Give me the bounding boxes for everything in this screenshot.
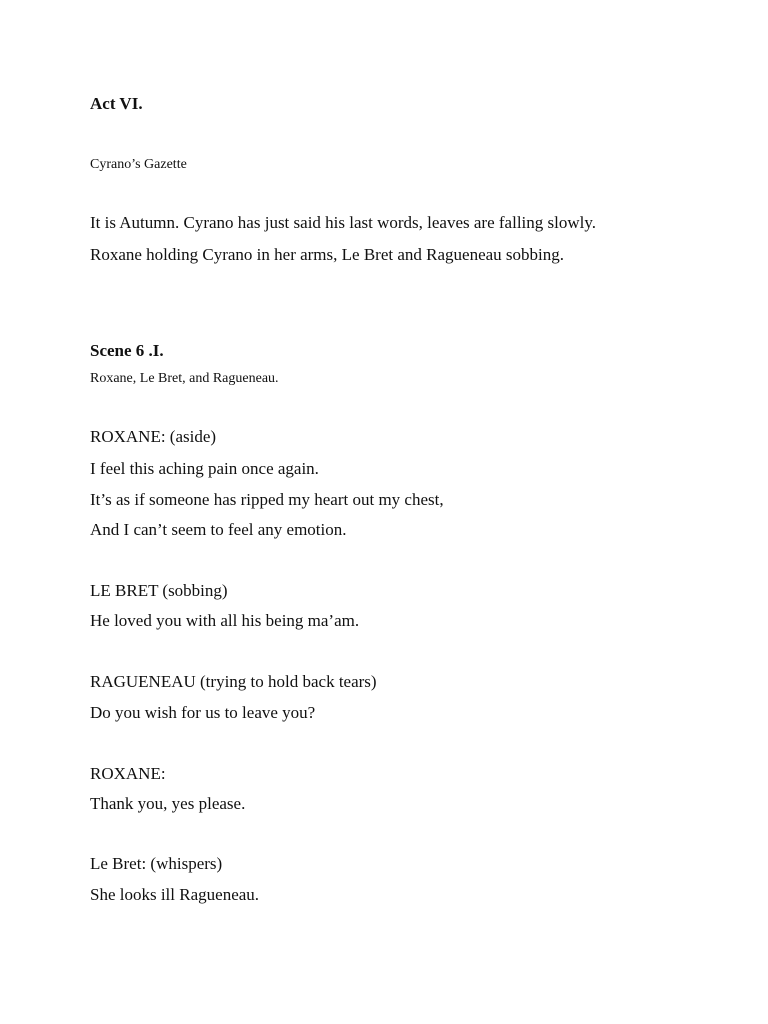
dialogue-line: Thank you, yes please. bbox=[90, 794, 246, 813]
dialogue-line: It’s as if someone has ripped my heart out my chest, bbox=[90, 490, 444, 509]
setting-line-1: It is Autumn. Cyrano has just said his last words, leaves are falling slowly. bbox=[90, 213, 596, 232]
speaker-ragueneau: RAGUENEAU (trying to hold back tears) bbox=[90, 672, 377, 691]
speaker-le-bret-whispers: Le Bret: (whispers) bbox=[90, 854, 223, 873]
dialogue-line: I feel this aching pain once again. bbox=[90, 459, 319, 478]
document-subtitle: Cyrano’s Gazette bbox=[90, 157, 187, 172]
speaker-roxane-aside: ROXANE: (aside) bbox=[90, 427, 217, 446]
dialogue-line: And I can’t seem to feel any emotion. bbox=[90, 520, 347, 539]
scene-title: Scene 6 .I. bbox=[90, 341, 164, 360]
setting-line-2: Roxane holding Cyrano in her arms, Le Bret and Ragueneau sobbing. bbox=[90, 245, 564, 264]
dialogue-line: She looks ill Ragueneau. bbox=[90, 885, 260, 904]
speaker-roxane: ROXANE: bbox=[90, 764, 166, 783]
act-title: Act VI. bbox=[90, 94, 143, 113]
speaker-le-bret-sobbing: LE BRET (sobbing) bbox=[90, 581, 228, 600]
dialogue-line: Do you wish for us to leave you? bbox=[90, 703, 316, 722]
dialogue-line: He loved you with all his being ma’am. bbox=[90, 611, 360, 630]
scene-characters: Roxane, Le Bret, and Ragueneau. bbox=[90, 371, 279, 386]
